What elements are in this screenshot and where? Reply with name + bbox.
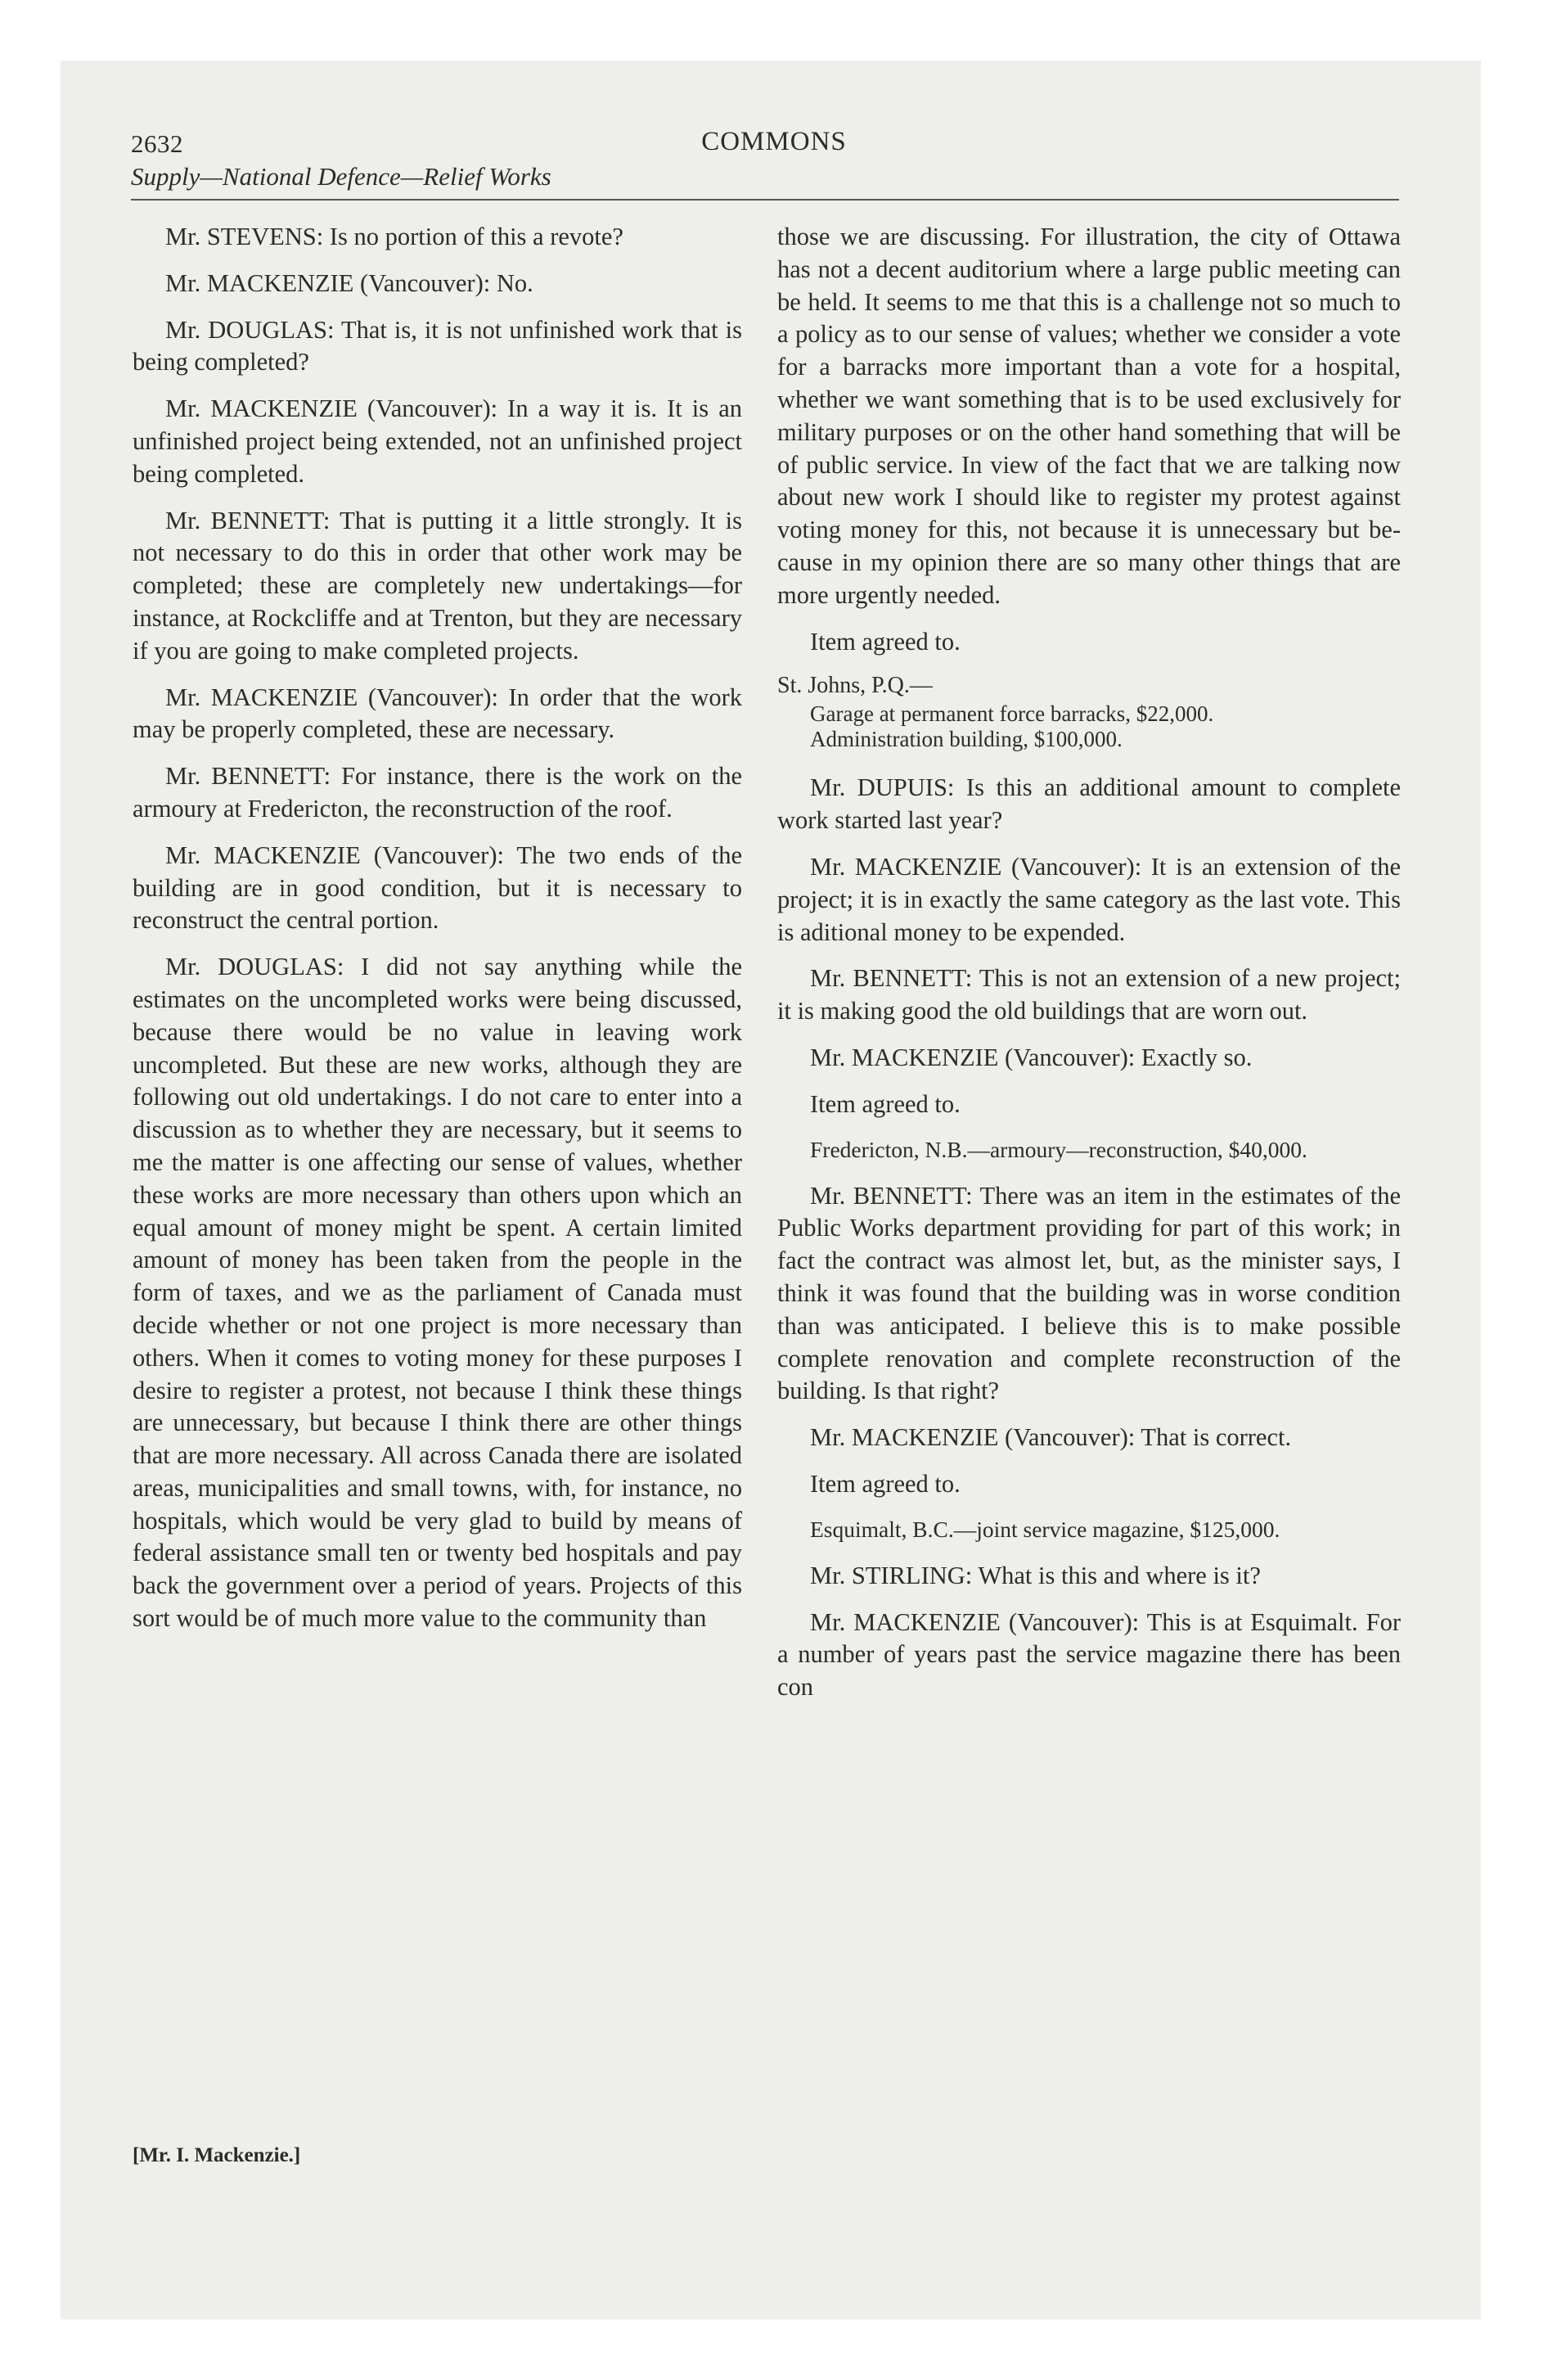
- page-title: COMMONS: [701, 127, 847, 156]
- paragraph: Mr. DOUGLAS: That is, it is not unfinished work that is being completed?: [133, 315, 742, 376]
- item-agreed: Item agreed to.: [810, 1089, 961, 1118]
- right-column: [777, 221, 1401, 1718]
- paragraph: Mr. MACKENZIE (Vancouver): No.: [165, 268, 533, 297]
- paragraph: Mr. MACKENZIE (Vancouver): This is at Esquimalt. For a number of years past the service magazine there has been con: [777, 1607, 1401, 1702]
- paragraph: Mr. MACKENZIE (Vancouver): In a way it is. It is an unfinished project being extended, not an unfinished project being completed.: [133, 394, 742, 488]
- paragraph: Mr. BENNETT: There was an item in the estimates of the Public Works department providing for part of this work; in fact the contract was almost let, but, as the minister says, I think it was found that the building was in worse condition than was anticipated. I believe this is to make possible complete renovation and complete reconstruction of the building. Is that right?: [777, 1181, 1401, 1405]
- paragraph: Mr. DUPUIS: Is this an additional amount to complete work started last year?: [777, 773, 1401, 835]
- speaker-footer-note: [Mr. I. Mackenzie.]: [133, 2144, 301, 2166]
- paragraph: Mr. MACKENZIE (Vancouver): That is correct.: [810, 1423, 1292, 1452]
- paragraph: Mr. MACKENZIE (Vancouver): It is an extension of the project; it is in exactly the same category as the last vote. This is aditional money to be expended.: [777, 852, 1401, 946]
- paragraph: Mr. STEVENS: Is no portion of this a revote?: [165, 223, 623, 250]
- estimate-line: Garage at permanent force barracks, $22,000.: [810, 701, 1214, 727]
- estimate-place: St. Johns, P.Q.—: [777, 673, 933, 699]
- item-agreed: Item agreed to.: [810, 1469, 961, 1498]
- estimate-item: Esquimalt, B.C.—joint service magazine, $125,000.: [810, 1516, 1280, 1542]
- paragraph: Mr. BENNETT: This is not an extension of a new project; it is making good the old buildings that are worn out.: [777, 964, 1401, 1025]
- paragraph: Mr. STIRLING: What is this and where is it?: [810, 1561, 1261, 1589]
- paragraph: Mr. MACKENZIE (Vancouver): The two ends of the building are in good condition, but it is necessary to reconstruct the central portion.: [133, 841, 742, 935]
- paragraph: Mr. DOUGLAS: I did not say anything while the estimates on the uncompleted works were being discussed, because there would be no value in leaving work uncompleted. But these are new works, although they are following out old undertakings. I do not care to enter into a discussion as to whether they are necessary, but it seems to me the matter is one affecting our sense of values, whether these works are more necessary than others upon which an equal amount of money might be spent. A certain limited amount of money has been taken from the people in the form of taxes, and we as the parliament of Canada must decide whether or not one project is more necessary than others. When it comes to voting money for these purposes I desire to register a protest, not because I think these things are unnecessary, but because I think there are other things that are more necessary. All across Canada there are isolated areas, municipalities and small towns, with, for instance, no hospitals, which would be very glad to build by means of federal assistance small ten or twenty bed hospitals and pay back the government over a period of years. Projects of this sort would be of much more value to the community than: [133, 953, 742, 1633]
- paragraph: Mr. MACKENZIE (Vancouver): In order that the work may be properly completed, these are necessary.: [133, 683, 742, 744]
- page-subtitle: Supply—National Defence—Relief Works: [131, 162, 551, 191]
- left-column: [133, 221, 742, 1649]
- paragraph: Mr. BENNETT: That is putting it a little strongly. It is not necessary to do this in order that other work may be completed; these are completely new undertakings—for instance, at Rockcliffe and at Trenton, but they are necessary if you are going to make completed projects.: [133, 506, 742, 665]
- paragraph: Mr. MACKENZIE (Vancouver): Exactly so.: [810, 1043, 1253, 1071]
- header-rule: [131, 199, 1399, 201]
- paragraph: Mr. BENNETT: For instance, there is the work on the armoury at Fredericton, the reconstruction of the roof.: [133, 762, 742, 823]
- paragraph: those we are discussing. For illustration, the city of Ottawa has not a decent auditorium where a large public meeting can be held. It seems to me that this is a challenge not so much to a policy as to our sense of values; whether we consider a vote for a barracks more important than a vote for a hospital, whether we want something that is to be used exclusively for military purposes or on the other hand something that will be of public service. In view of the fact that we are talking now about new work I should like to register my protest against voting money for this, not because it is unnecessary but because in my opinion there are so many other things that are more urgently needed.: [777, 223, 1401, 609]
- estimate-item: Fredericton, N.B.—armoury—reconstruction, $40,000.: [810, 1136, 1307, 1162]
- page-number: 2632: [131, 129, 183, 158]
- item-agreed: Item agreed to.: [810, 627, 961, 656]
- estimate-line: Administration building, $100,000.: [810, 727, 1123, 752]
